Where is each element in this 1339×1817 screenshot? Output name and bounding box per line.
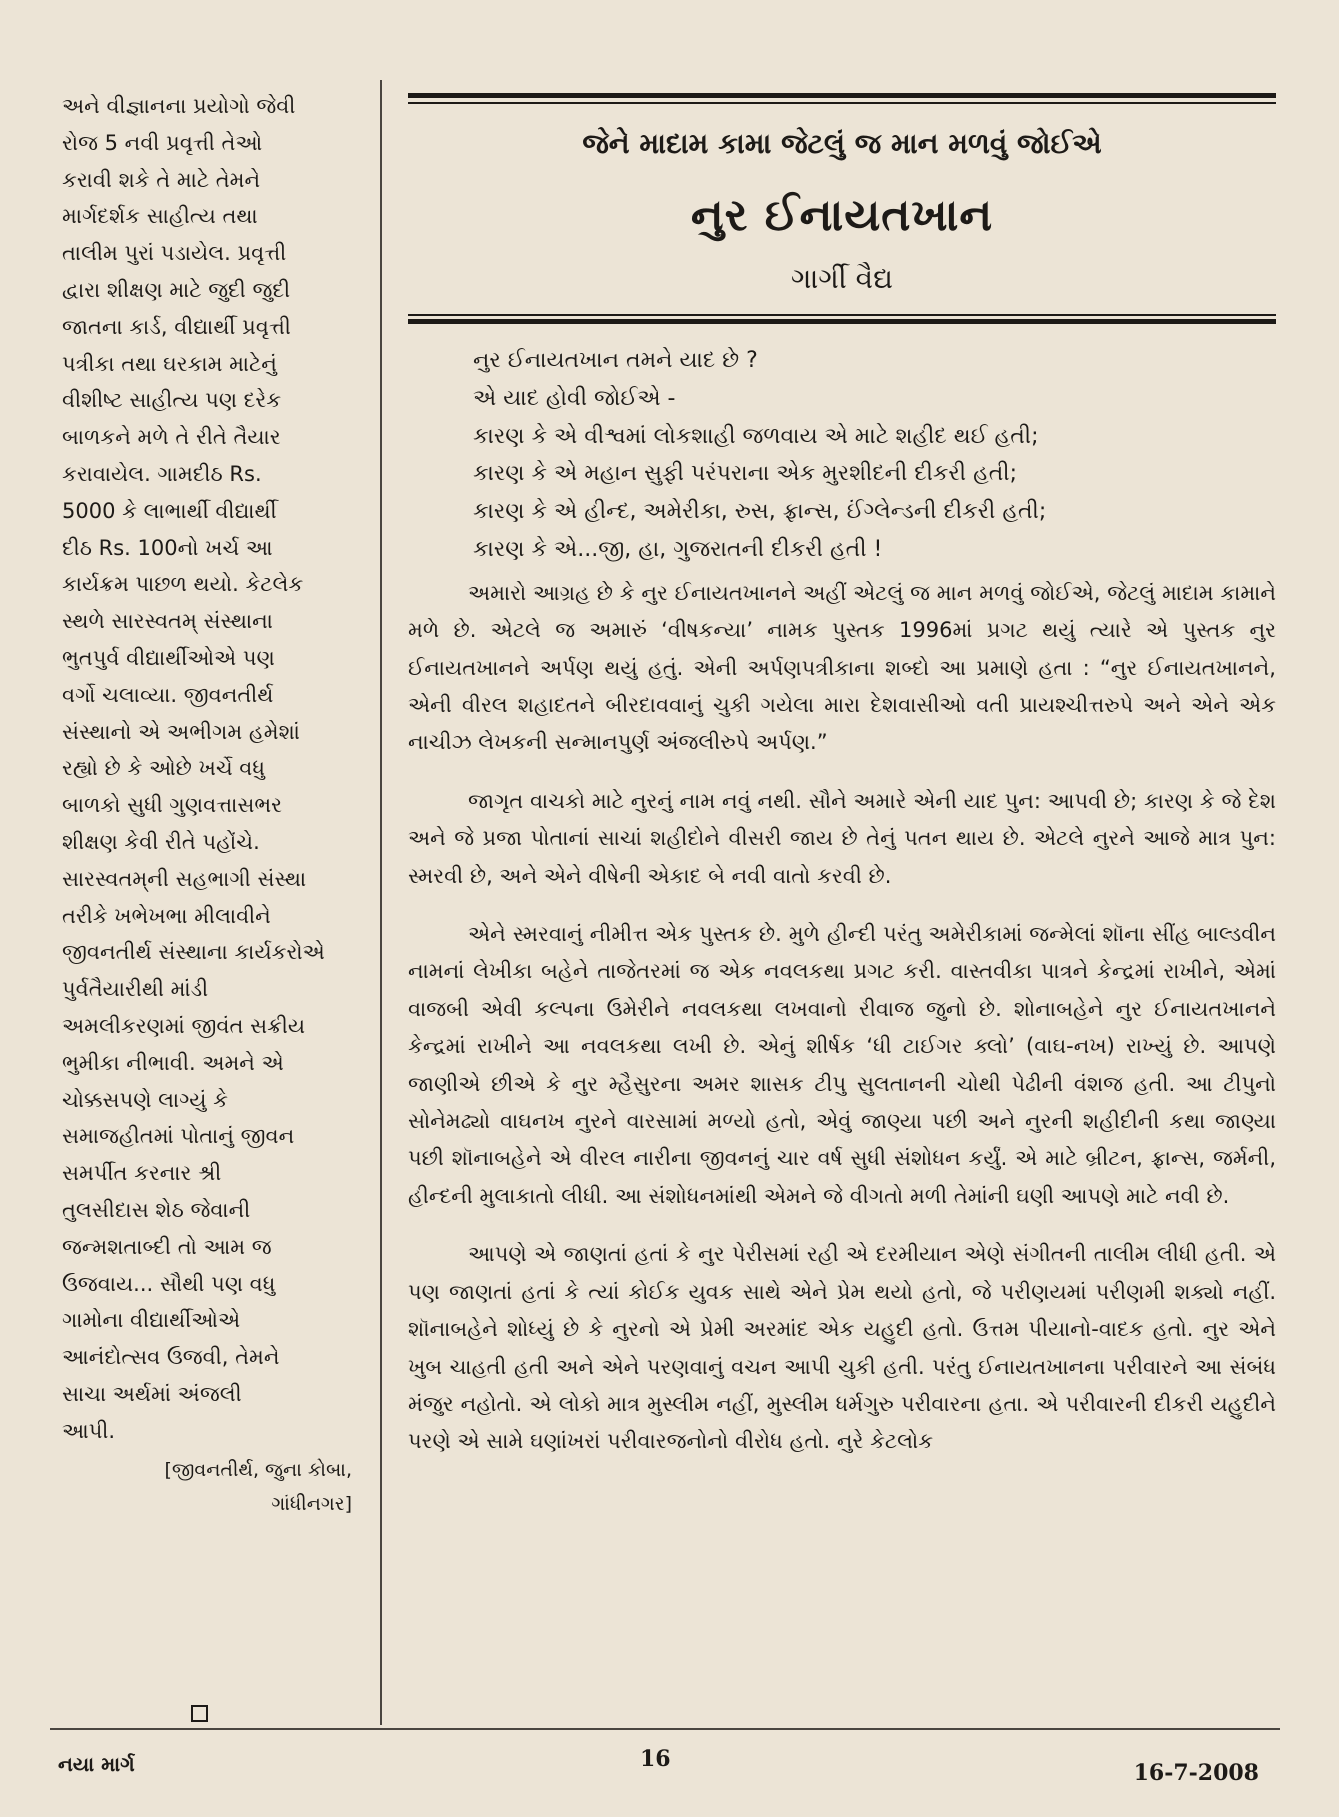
source-note	[62, 1453, 362, 1533]
article-kicker: જેને માદામ કામા જેટલું જ માન મળવું જોઈએ	[582, 127, 1102, 160]
left-column	[62, 88, 362, 1533]
left-column-line: ભુતપુર્વ વીદ્યાર્થીઓએ પણ	[62, 645, 275, 670]
source-note-text	[164, 1453, 352, 1521]
left-column-line: પત્રીકા તથા ઘરકામ માટેનું	[62, 351, 277, 376]
footer-rule	[50, 1728, 1280, 1730]
source-note-line: [જીવનતીર્થ, જુના કોબા,	[164, 1459, 352, 1482]
left-column-line: વીશીષ્ટ સાહીત્ય પણ દરેક	[62, 388, 282, 413]
left-column-line: જીવનતીર્થ સંસ્થાના કાર્યકરોએ	[62, 940, 325, 965]
left-column-line: કરાવાયેલ. ગામદીઠ Rs.	[62, 461, 262, 486]
left-column-line: તુલસીદાસ શેઠ જેવાની	[62, 1197, 251, 1222]
poem-line: કારણ કે એ...જી, હા, ગુજરાતની દીકરી હતી !	[473, 536, 883, 562]
left-column-line: ગામોના વીદ્યાર્થીઓએ	[62, 1308, 241, 1333]
article-byline: ગાર્ગી વૈદ્ય	[791, 262, 893, 295]
header-bottom-rule-thin	[408, 314, 1276, 316]
left-column-line: આનંદોત્સવ ઉજવી, તેમને	[62, 1345, 280, 1370]
end-of-article-square-icon	[191, 1705, 208, 1722]
issue-date: 16-7-2008	[1133, 1760, 1259, 1786]
left-column-line: સમાજહીતમાં પોતાનું જીવન	[62, 1124, 295, 1149]
left-column-line: ભુમીકા નીભાવી. અમને એ	[62, 1050, 284, 1075]
left-column-line: સાચા અર્થમાં અંજલી	[62, 1381, 242, 1406]
left-column-line: સારસ્વતમ્‌ની સહભાગી સંસ્થા	[62, 866, 307, 891]
left-column-line: ઉજવાય... સૌથી પણ વધુ	[62, 1271, 276, 1296]
poem-line: એ યાદ હોવી જોઈએ -	[473, 385, 676, 411]
left-column-line: શીક્ષણ કેવી રીતે પહોંચે.	[62, 829, 260, 854]
left-column-line: કરાવી શકે તે માટે તેમને	[62, 167, 261, 192]
left-column-line: અમલીકરણમાં જીવંત સક્રીય	[62, 1013, 306, 1038]
left-column-line: દ્વારા શીક્ષણ માટે જુદી જુદી	[62, 277, 291, 302]
article-paragraph: જાગૃત વાચકો માટે નુરનું નામ નવું નથી. સૌને અમારે એની યાદ પુન: આપવી છે; કારણ કે જે દેશ અને જે પ્રજા પોતાનાં સાચાં શહીદોને વીસરી જાય છે તેનું પતન થાય છે. એટલે નુરને આજે માત્ર પુન: સ્મરવી છે, અને એને વીષેની એકાદ બે નવી વાતો કરવી છે.	[408, 788, 1276, 888]
left-column-line: ચોક્કસપણે લાગ્યું કે	[62, 1087, 228, 1112]
left-column-line: અને વીજ્ઞાનના પ્રયોગો જેવી	[62, 94, 296, 118]
left-column-line: સમર્પીત કરનાર શ્રી	[62, 1161, 222, 1186]
left-column-line: જાતના કાર્ડ, વીદ્યાર્થી પ્રવૃત્તી	[62, 314, 291, 339]
column-divider	[380, 80, 382, 1725]
article-body	[408, 342, 1276, 1482]
header-bottom-rule	[408, 319, 1276, 324]
article-paragraph: અમારો આગ્રહ છે કે નુર ઈનાયતખાનને અહીં એટલું જ માન મળવું જોઈએ, જેટલું માદામ કામાને મળે છે. એટલે જ અમારું ‘વીષકન્યા’ નામક પુસ્તક 1996માં પ્રગટ થયું ત્યારે એ પુસ્તક નુર ઈનાયતખાનને અર્પણ થયું હતું. એની અર્પણપત્રીકાના શબ્દો આ પ્રમાણે હતા : “નુર ઈનાયતખાનને, એની વીરલ શહાદતને બીરદાવવાનું ચુકી ગયેલા મારા દેશવાસીઓ વતી પ્રાયશ્ચીત્તરુપે અને એને એક નાચીઝ લેખકની સન્માનપુર્ણ અંજલીરુપે અર્પણ.”	[408, 580, 1276, 755]
publication-name: નયા માર્ગ	[58, 1752, 135, 1776]
poem-line: કારણ કે એ મહાન સુફી પરંપરાના એક મુરશીદની દીકરી હતી;	[473, 461, 1018, 487]
left-column-line: 5000 કે લાભાર્થી વીદ્યાર્થી	[62, 498, 277, 523]
article-paragraph: આપણે એ જાણતાં હતાં કે નુર પેરીસમાં રહી એ દરમીયાન એણે સંગીતની તાલીમ લીધી હતી. એ પણ જાણતાં હતાં કે ત્યાં કોઈક યુવક સાથે એને પ્રેમ થયો હતો, જે પરીણયમાં પરીણમી શક્યો નહીં. શૉનાબહેને શોધ્યું છે કે નુરનો એ પ્રેમી અરમાંદ એક યહુદી હતો. ઉત્તમ પીયાનો-વાદક હતો. નુર એને ખુબ ચાહતી હતી અને એને પરણવાનું વચન આપી ચુકી હતી. પરંતુ ઈનાયતખાનના પરીવારને આ સંબંધ મંજુર નહોતો. એ લોકો માત્ર મુસ્લીમ નહીં, મુસ્લીમ ધર્મગુરુ પરીવારના હતા. એ પરીવારની દીકરી યહુદીને પરણે એ સામે ઘણાંખરાં પરીવારજનોનો વીરોધ હતો. નુરે કેટલોક	[408, 1242, 1276, 1454]
poem-line: કારણ કે એ હીન્દ, અમેરીકા, રુસ, ફ્રાન્સ, ઈંગ્લેન્ડની દીકરી હતી;	[473, 499, 1047, 525]
left-column-line: સંસ્થાનો એ અભીગમ હમેશાં	[62, 719, 300, 744]
left-column-line: માર્ગદર્શક સાહીત્ય તથા	[62, 204, 258, 229]
poem-line: નુર ઈનાયતખાન તમને યાદ છે ?	[473, 348, 758, 373]
left-column-line: આપી.	[62, 1418, 116, 1443]
left-column-line: જન્મશતાબ્દી તો આમ જ	[62, 1234, 272, 1259]
source-note-line: ગાંધીનગર]	[271, 1493, 352, 1516]
page-number: 16	[640, 1746, 671, 1772]
header-top-rule	[408, 93, 1276, 98]
left-column-line: પુર્વતૈયારીથી માંડી	[62, 977, 209, 1002]
left-column-line: રોજ 5 નવી પ્રવૃત્તી તેઓ	[62, 130, 263, 155]
header-top-rule-thin	[408, 102, 1276, 104]
article-paragraph: એને સ્મરવાનું નીમીત્ત એક પુસ્તક છે. મુળે હીન્દી પરંતુ અમેરીકામાં જન્મેલાં શૉના સીંહ બાલ્ડવીન નામનાં લેખીકા બહેને તાજેતરમાં જ એક નવલકથા પ્રગટ કરી. વાસ્તવીકા પાત્રને કેન્દ્રમાં રાખીને, એમાં વાજબી એવી કલ્પના ઉમેરીને નવલકથા લખવાનો રીવાજ જુનો છે. શોનાબહેને નુર ઈનાયતખાનને કેન્દ્રમાં રાખીને આ નવલકથા લખી છે. એનું શીર્ષક ‘ધી ટાઈગર ક્લો’ (વાઘ-નખ) રાખ્યું છે. આપણે જાણીએ છીએ કે નુર મ્હૈસુરના અમર શાસક ટીપુ સુલતાનની ચોથી પેઢીની વંશજ હતી. આ ટીપુનો સોનેમઢ્યો વાઘનખ નુરને વારસામાં મળ્યો હતો, એવું જાણ્યા પછી અને નુરની શહીદીની કથા જાણ્યા પછી શૉનાબહેને એ વીરલ નારીના જીવનનું ચાર વર્ષ સુધી સંશોધન કર્યું. એ માટે બ્રીટન, ફ્રાન્સ, જર્મની, હીન્દની મુલાકાતો લીધી. આ સંશોધનમાંથી એમને જે વીગતો મળી તેમાંની ઘણી આપણે માટે નવી છે.	[408, 922, 1276, 1208]
left-column-line: વર્ગો ચલાવ્યા. જીવનતીર્થ	[62, 682, 274, 707]
left-column-line: રહ્યો છે કે ઓછે ખર્ચે વધુ	[62, 756, 265, 781]
left-column-line: કાર્યક્રમ પાછળ થયો. કેટલેક	[62, 572, 304, 597]
poem-line: કારણ કે એ વીશ્વમાં લોકશાહી જળવાય એ માટે શહીદ થઈ હતી;	[473, 423, 1039, 449]
left-column-line: સ્થળે સારસ્વતમ્ સંસ્થાના	[62, 609, 273, 634]
article-title: નુર ઈનાયતખાન	[690, 190, 994, 241]
left-column-line: બાળકને મળે તે રીતે તૈયાર	[62, 425, 281, 450]
left-column-line: તાલીમ પુરાં પડાયેલ. પ્રવૃત્તી	[62, 241, 287, 266]
left-column-line: બાળકો સુધી ગુણવત્તાસભર	[62, 793, 283, 818]
left-column-line: તરીકે ખભેખભા મીલાવીને	[62, 903, 271, 928]
left-column-line: દીઠ Rs. 100નો ખર્ચ આ	[62, 535, 273, 560]
